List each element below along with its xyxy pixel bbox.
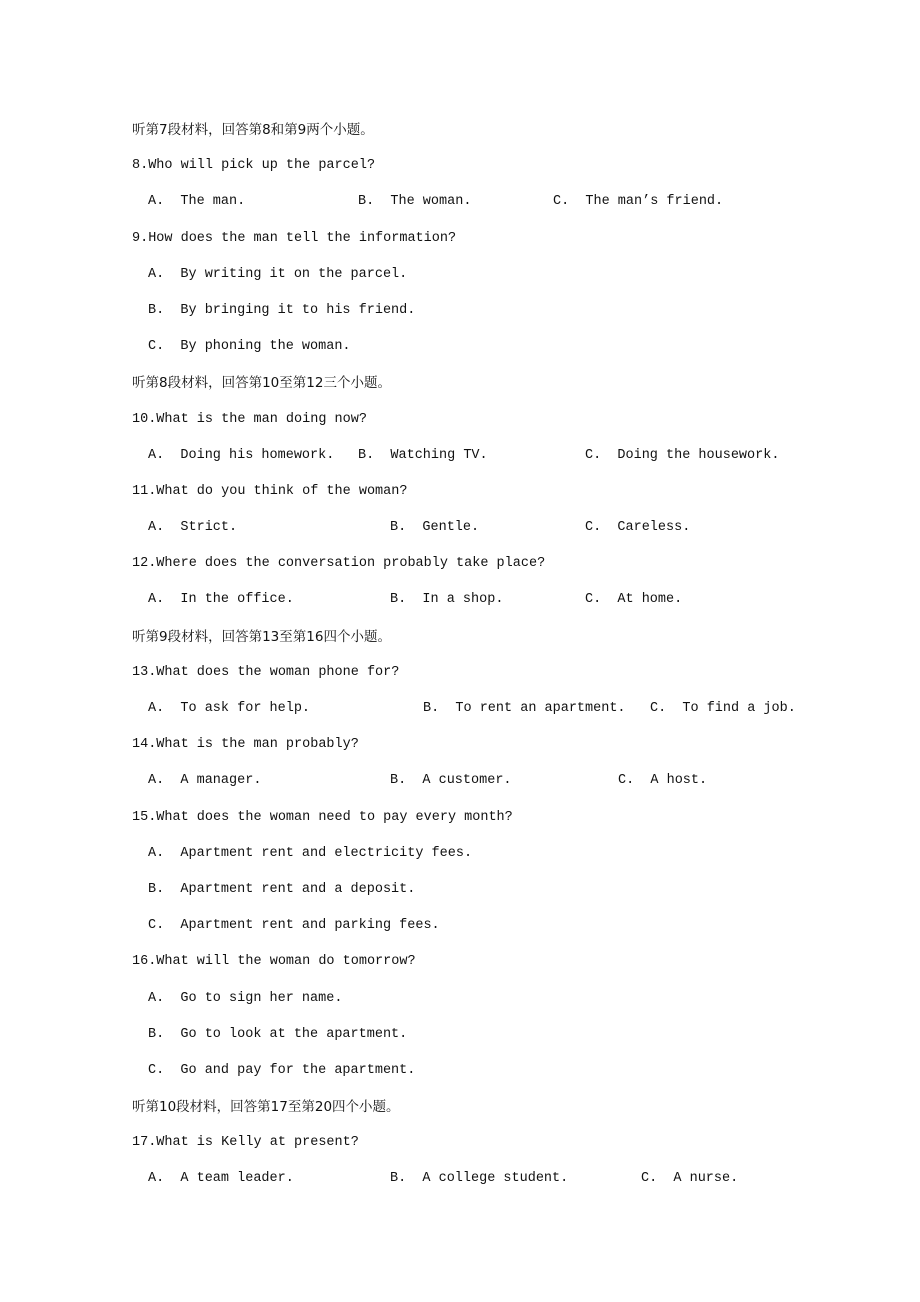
option-c: C. To find a job. bbox=[650, 701, 796, 716]
section-header: 听第9段材料，回答第13至第16四个小题。 bbox=[132, 628, 391, 645]
option-b: B. In a shop. bbox=[390, 592, 504, 608]
option-b: B. By bringing it to his friend. bbox=[148, 302, 416, 318]
question-9: 9.How does the man tell the information? bbox=[132, 230, 457, 246]
option-a: A. Strict. bbox=[148, 520, 238, 536]
section-header: 听第7段材料，回答第8和第9两个小题。 bbox=[132, 122, 374, 138]
option-a: A. A team leader. bbox=[148, 1171, 294, 1187]
section-header: 听第8段材料，回答第10至第12三个小题。 bbox=[132, 375, 391, 392]
option-c: C. Doing the housework. bbox=[585, 447, 780, 463]
option-a: A. A manager. bbox=[148, 773, 262, 789]
option-a: A. By writing it on the parcel. bbox=[148, 266, 408, 282]
option-b: B. Go to look at the apartment. bbox=[148, 1026, 408, 1042]
option-a: A. To ask for help. bbox=[148, 701, 311, 716]
option-c: C. A nurse. bbox=[641, 1171, 739, 1187]
option-c: C. Careless. bbox=[585, 520, 691, 536]
option-b: B. To rent an apartment. bbox=[423, 701, 626, 716]
option-b: B. A college student. bbox=[390, 1171, 569, 1187]
option-b: B. Apartment rent and a deposit. bbox=[148, 881, 416, 897]
question-10: 10.What is the man doing now? bbox=[132, 411, 367, 427]
question-16: 16.What will the woman do tomorrow? bbox=[132, 954, 416, 970]
option-a: A. Doing his homework. bbox=[148, 447, 335, 463]
question-8: 8.Who will pick up the parcel? bbox=[132, 158, 376, 174]
question-11: 11.What do you think of the woman? bbox=[132, 483, 408, 499]
option-b: B. Watching TV. bbox=[358, 447, 488, 463]
option-c: C. Apartment rent and parking fees. bbox=[148, 918, 440, 934]
question-12: 12.Where does the conversation probably take place? bbox=[132, 556, 546, 572]
option-a: A. The man. bbox=[148, 194, 246, 210]
question-14: 14.What is the man probably? bbox=[132, 737, 359, 753]
option-c: C. By phoning the woman. bbox=[148, 339, 351, 355]
option-c: C. A host. bbox=[618, 773, 708, 789]
option-c: C. Go and pay for the apartment. bbox=[148, 1062, 416, 1078]
option-b: B. A customer. bbox=[390, 773, 512, 789]
option-a: A. Go to sign her name. bbox=[148, 990, 343, 1006]
option-b: B. Gentle. bbox=[390, 520, 480, 536]
question-15: 15.What does the woman need to pay every month? bbox=[132, 809, 513, 825]
option-c: C. At home. bbox=[585, 592, 683, 608]
question-13: 13.What does the woman phone for? bbox=[132, 664, 400, 680]
option-a: A. In the office. bbox=[148, 592, 294, 608]
option-b: B. The woman. bbox=[358, 194, 472, 210]
question-17: 17.What is Kelly at present? bbox=[132, 1135, 359, 1151]
option-a: A. Apartment rent and electricity fees. bbox=[148, 845, 473, 861]
document-page bbox=[0, 120, 920, 1206]
section-header: 听第10段材料，回答第17至第20四个小题。 bbox=[132, 1099, 400, 1116]
option-c: C. The man’s friend. bbox=[553, 194, 724, 210]
